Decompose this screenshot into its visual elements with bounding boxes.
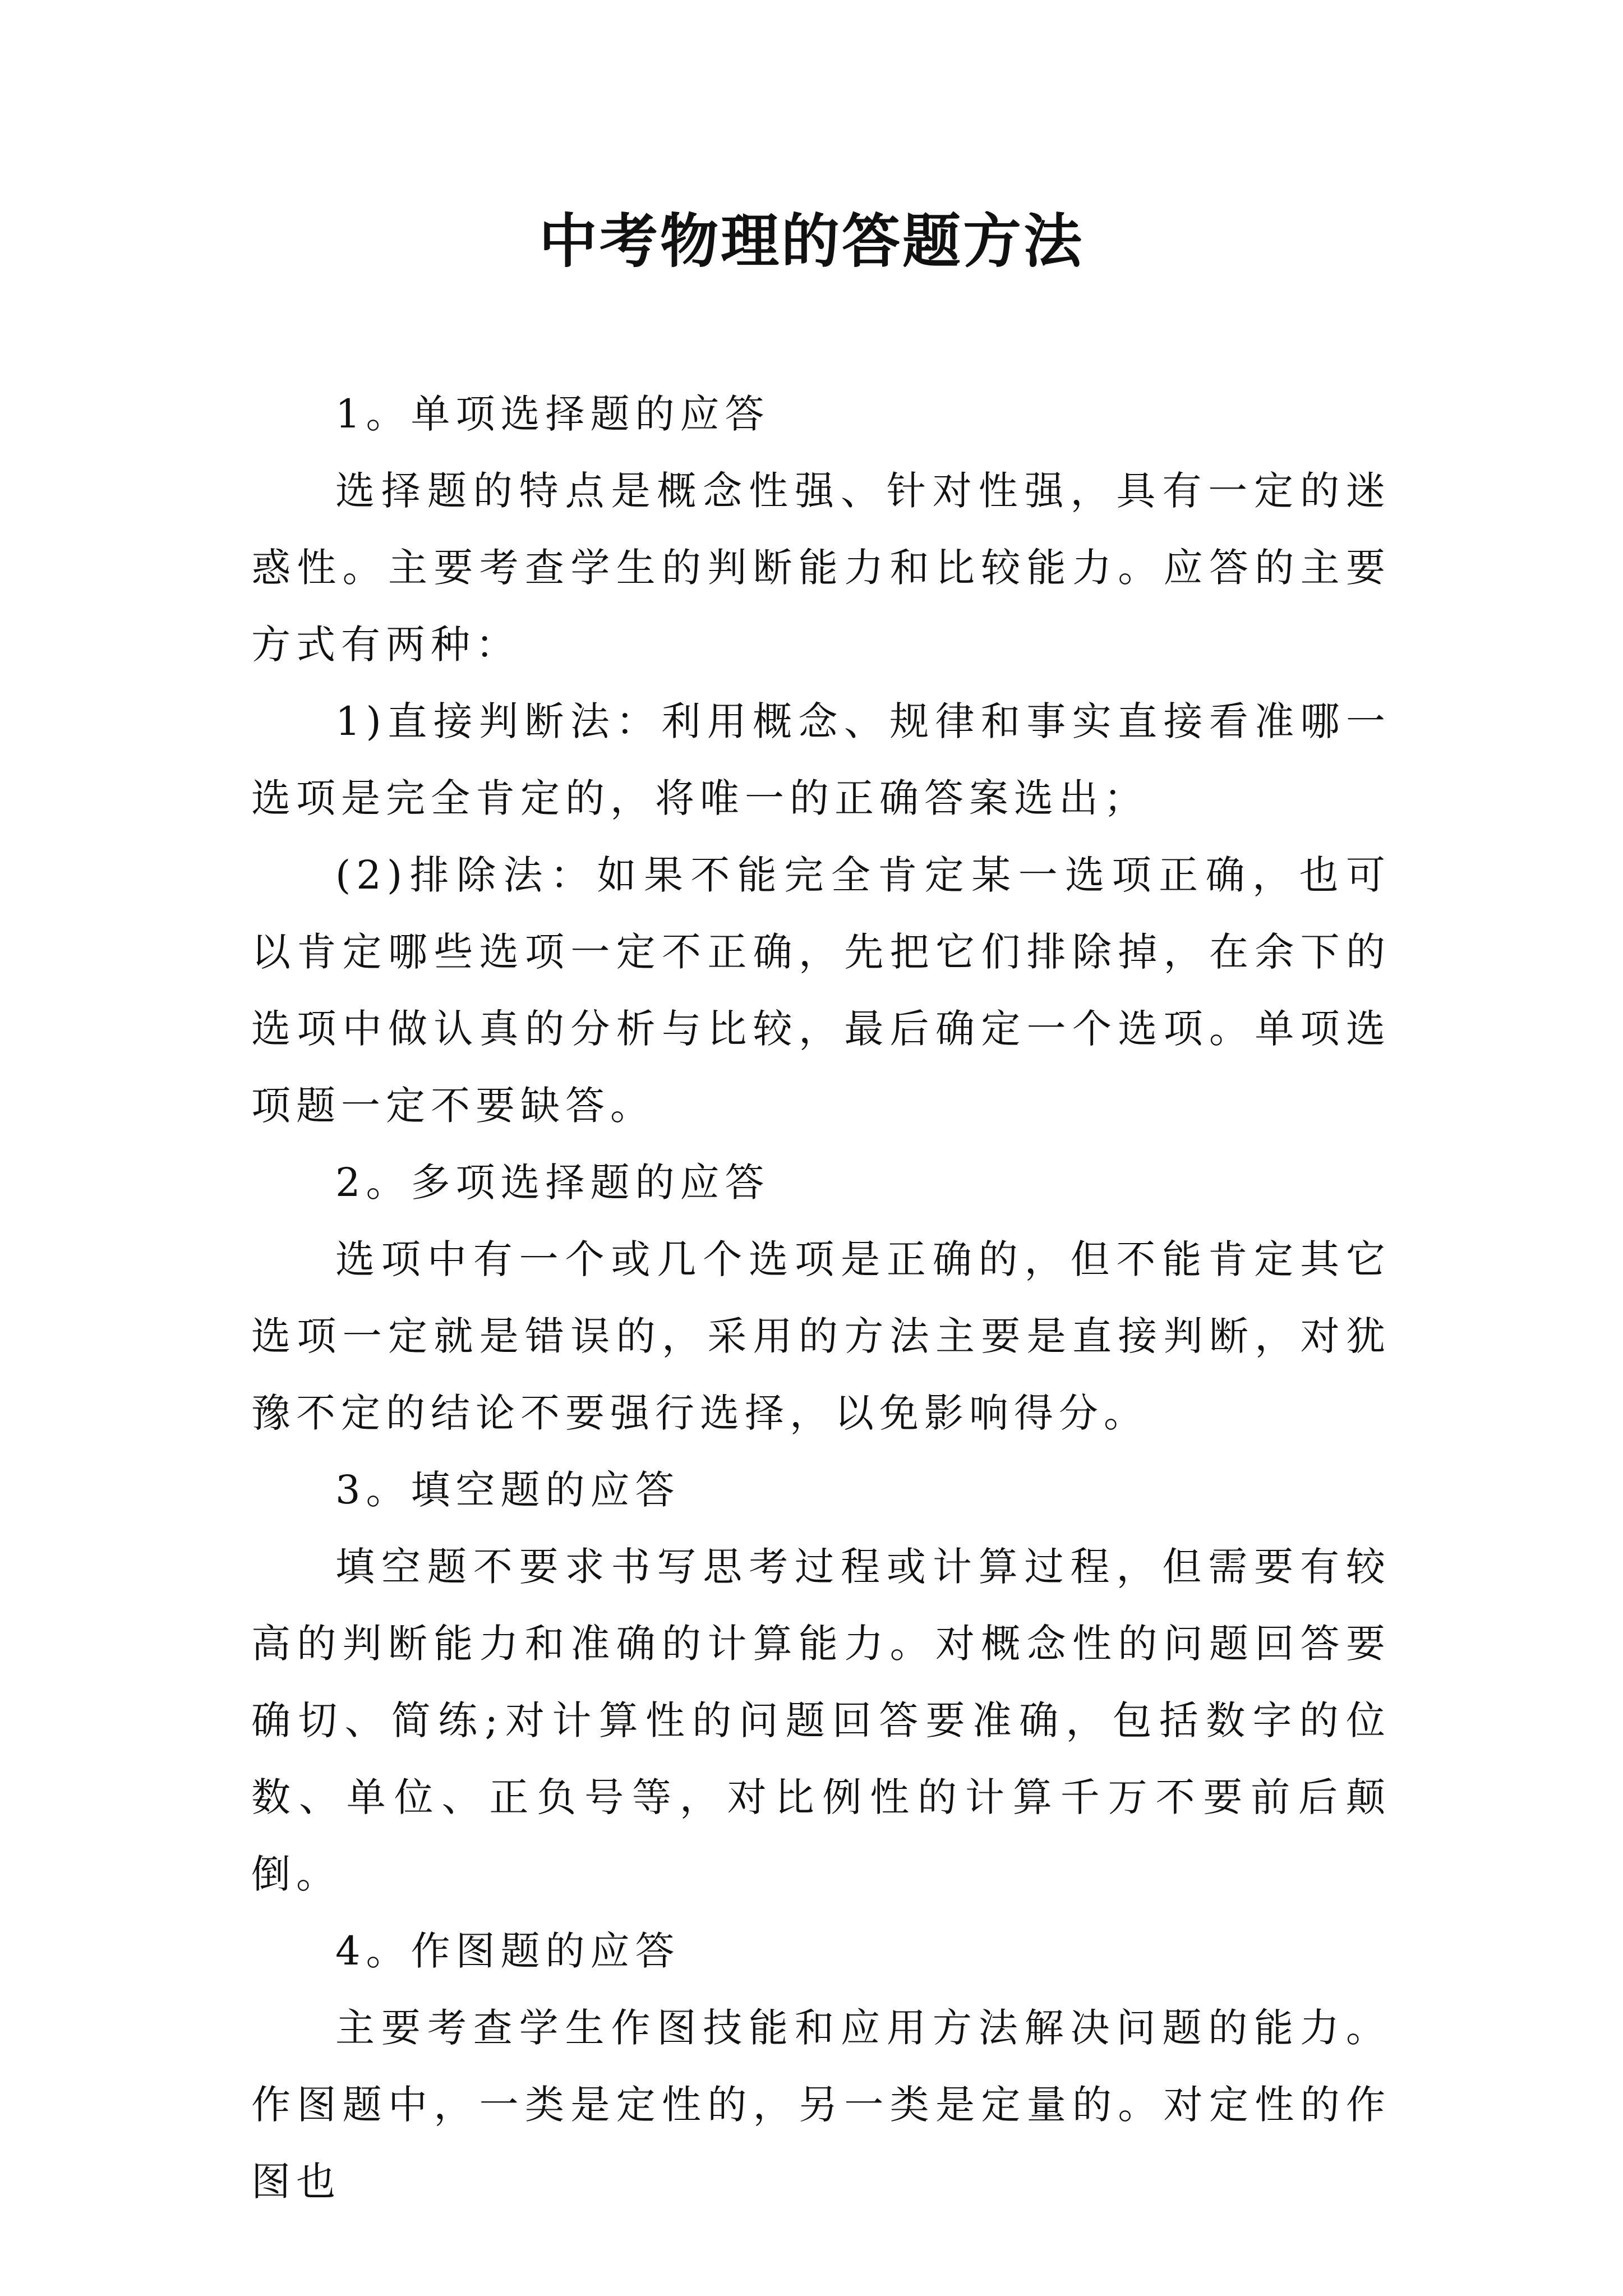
paragraph-10: 主要考查学生作图技能和应用方法解决问题的能力。作图题中，一类是定性的，另一类是定量的。对定性的作图也 bbox=[251, 2005, 1391, 2205]
document-title: 中考物理的答题方法 bbox=[538, 206, 1084, 275]
paragraph-9: 4。作图题的应答 bbox=[335, 1928, 680, 1974]
paragraph-7: 3。填空题的应答 bbox=[335, 1467, 680, 1513]
paragraph-3: 1)直接判断法：利用概念、规律和事实直接看准哪一选项是完全肯定的，将唯一的正确答案选出； bbox=[251, 698, 1391, 821]
paragraph-8: 填空题不要求书写思考过程或计算过程，但需要有较高的判断能力和准确的计算能力。对概念性的问题回答要确切、简练;对计算性的问题回答要准确，包括数字的位数、单位、正负号等，对比例性的计算千万不要前后颠倒。 bbox=[251, 1544, 1391, 1897]
paragraph-4: (2)排除法：如果不能完全肯定某一选项正确，也可以肯定哪些选项一定不正确，先把它们排除掉，在余下的选项中做认真的分析与比较，最后确定一个选项。单项选项题一定不要缺答。 bbox=[251, 852, 1391, 1129]
paragraph-1: 1。单项选择题的应答 bbox=[335, 391, 770, 437]
paragraph-6: 选项中有一个或几个选项是正确的，但不能肯定其它选项一定就是错误的，采用的方法主要是直接判断，对犹豫不定的结论不要强行选择，以免影响得分。 bbox=[251, 1236, 1391, 1436]
document-body bbox=[251, 376, 1391, 2220]
paragraph-5: 2。多项选择题的应答 bbox=[335, 1159, 770, 1205]
paragraph-2: 选择题的特点是概念性强、针对性强，具有一定的迷惑性。主要考查学生的判断能力和比较能力。应答的主要方式有两种： bbox=[251, 468, 1391, 668]
